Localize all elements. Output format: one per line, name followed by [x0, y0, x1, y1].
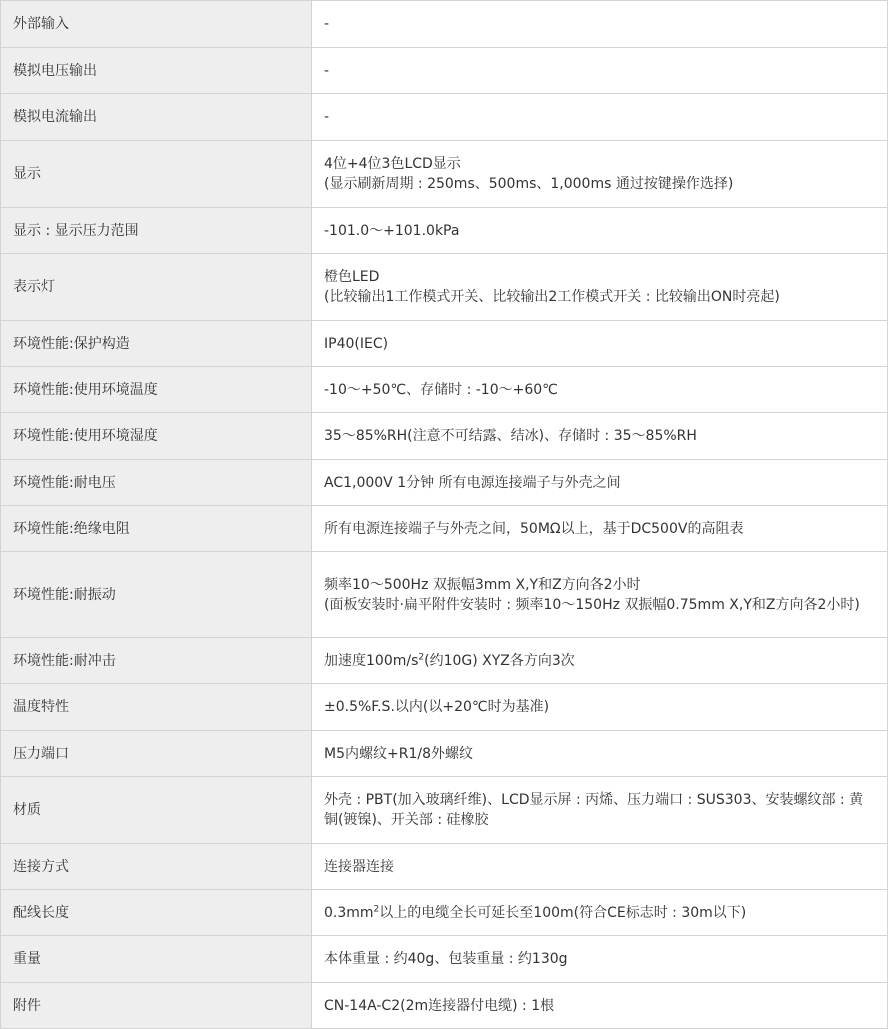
spec-label: 连接方式: [1, 844, 312, 890]
spec-label: 环境性能:耐电压: [1, 460, 312, 506]
spec-label: 温度特性: [1, 684, 312, 731]
spec-value: ±0.5%F.S.以内(以+20℃时为基准): [312, 684, 888, 731]
spec-label: 外部输入: [1, 1, 312, 48]
spec-label: 配线长度: [1, 890, 312, 936]
spec-row-display-pressure-range: [1, 208, 888, 254]
spec-value: M5内螺纹+R1/8外螺纹: [312, 731, 888, 777]
spec-value: 外壳 : PBT(加入玻璃纤维)、LCD显示屏 : 丙烯、压力端口 : SUS303、安装螺纹部 : 黄铜(镀镍)、开关部 : 硅橡胶: [312, 777, 888, 844]
spec-row-ambient-temperature: [1, 367, 888, 413]
spec-table-body: [1, 1, 888, 1029]
spec-label: 模拟电流输出: [1, 94, 312, 141]
spec-row-temperature-characteristic: [1, 684, 888, 731]
spec-value: IP40(IEC): [312, 321, 888, 367]
spec-row-indicator: [1, 254, 888, 321]
spec-value-text: 加速度100m/s: [324, 652, 419, 669]
spec-value: -10～+50℃、存储时 : -10～+60℃: [312, 367, 888, 413]
spec-label: 模拟电压输出: [1, 48, 312, 94]
spec-row-cable-length: [1, 890, 888, 936]
spec-value-text: (约10G) XYZ各方向3次: [424, 652, 575, 669]
spec-row-vibration-resistance: [1, 552, 888, 638]
spec-row-ambient-humidity: [1, 413, 888, 460]
superscript: 2: [418, 651, 425, 662]
spec-value-text: 以上的电缆全长可延长至100m(符合CE标志时 : 30m以下): [379, 904, 747, 921]
spec-row-display: [1, 141, 888, 208]
spec-value: 本体重量 : 约40g、包装重量 : 约130g: [312, 936, 888, 983]
spec-label: 显示: [1, 141, 312, 208]
spec-row-protection: [1, 321, 888, 367]
spec-label: 环境性能:耐冲击: [1, 638, 312, 684]
spec-value: [312, 638, 888, 684]
spec-value: -: [312, 94, 888, 141]
spec-row-analog-current-output: [1, 94, 888, 141]
spec-label: 材质: [1, 777, 312, 844]
spec-value: 频率10～500Hz 双振幅3mm X,Y和Z方向各2小时 (面板安装时·扁平附件安装时 : 频率10～150Hz 双振幅0.75mm X,Y和Z方向各2小时): [312, 552, 888, 638]
spec-row-withstand-voltage: [1, 460, 888, 506]
spec-label: 环境性能:使用环境温度: [1, 367, 312, 413]
spec-label: 表示灯: [1, 254, 312, 321]
superscript: 2: [373, 903, 380, 914]
spec-value: AC1,000V 1分钟 所有电源连接端子与外壳之间: [312, 460, 888, 506]
spec-row-insulation-resistance: [1, 506, 888, 552]
spec-value: -: [312, 1, 888, 48]
spec-row-pressure-port: [1, 731, 888, 777]
spec-value: 橙色LED (比较输出1工作模式开关、比较输出2工作模式开关 : 比较输出ON时亮起): [312, 254, 888, 321]
spec-row-accessories: [1, 983, 888, 1029]
spec-row-external-input: [1, 1, 888, 48]
spec-value: -: [312, 48, 888, 94]
spec-value: 35～85%RH(注意不可结露、结冰)、存储时 : 35～85%RH: [312, 413, 888, 460]
spec-value: 4位+4位3色LCD显示 (显示刷新周期 : 250ms、500ms、1,000ms 通过按键操作选择): [312, 141, 888, 208]
spec-value: 所有电源连接端子与外壳之间，50MΩ以上，基于DC500V的高阻表: [312, 506, 888, 552]
spec-label: 环境性能:耐振动: [1, 552, 312, 638]
spec-label: 环境性能:绝缘电阻: [1, 506, 312, 552]
spec-label: 环境性能:保护构造: [1, 321, 312, 367]
spec-label: 重量: [1, 936, 312, 983]
spec-value: [312, 890, 888, 936]
spec-row-weight: [1, 936, 888, 983]
spec-row-material: [1, 777, 888, 844]
spec-row-connection-method: [1, 844, 888, 890]
spec-row-analog-voltage-output: [1, 48, 888, 94]
spec-label: 压力端口: [1, 731, 312, 777]
spec-value: -101.0～+101.0kPa: [312, 208, 888, 254]
spec-label: 环境性能:使用环境湿度: [1, 413, 312, 460]
spec-value: CN-14A-C2(2m连接器付电缆) : 1根: [312, 983, 888, 1029]
spec-label: 显示 : 显示压力范围: [1, 208, 312, 254]
spec-value-text: 0.3mm: [324, 904, 374, 921]
spec-row-shock-resistance: [1, 638, 888, 684]
spec-label: 附件: [1, 983, 312, 1029]
spec-value: 连接器连接: [312, 844, 888, 890]
